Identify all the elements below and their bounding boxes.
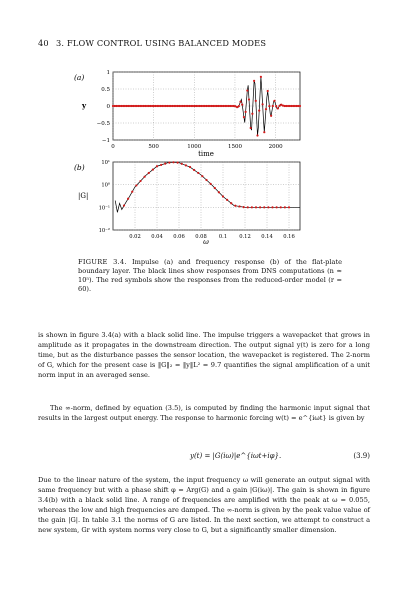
y-tick-label: 1 <box>106 70 110 76</box>
impulse-marker <box>267 90 269 92</box>
gain-marker <box>181 163 183 165</box>
panel-a <box>74 70 301 158</box>
x-tick-label: 0 <box>111 144 115 150</box>
impulse-marker <box>263 131 265 133</box>
panel-b-xlabel: ω <box>203 238 209 244</box>
impulse-marker <box>250 127 252 129</box>
gain-marker <box>185 164 187 166</box>
gain-marker <box>276 206 278 208</box>
impulse-marker <box>248 98 250 100</box>
body-paragraph-2 <box>38 404 370 424</box>
impulse-marker <box>241 104 243 106</box>
impulse-marker <box>256 134 258 136</box>
x-tick-label: 0.14 <box>261 234 273 240</box>
equation-number: (3.9) <box>353 452 370 460</box>
y-tick-label: 10⁻² <box>98 228 110 234</box>
gain-marker <box>189 166 191 168</box>
y-tick-label: 0 <box>106 104 110 110</box>
gain-marker <box>197 172 199 174</box>
gain-marker <box>251 206 253 208</box>
gain-marker <box>214 187 216 189</box>
gain-marker <box>222 195 224 197</box>
gain-marker <box>267 206 269 208</box>
gain-marker <box>168 162 170 164</box>
gain-marker <box>131 191 133 193</box>
y-tick-label: 10⁰ <box>101 182 110 189</box>
gain-marker <box>201 175 203 177</box>
figure-3-4 <box>60 60 360 244</box>
gain-line <box>115 162 300 212</box>
gain-marker <box>152 169 154 171</box>
paragraph-text: is shown in figure 3.4(a) with a black solid line. The impulse triggers a wavepacket that grows in amplitude as it propagates in the downstream direction. The output signal y(t) is zero for a long time, but as the disturbance passes the sensor location, the wavepacket is registered. The 2-norm of G, which for the present case is ‖G‖₂ = ‖y‖L² = 9.7 quantifies the signal amplification of a unit norm input in an averaged sense. <box>38 331 370 379</box>
gain-marker <box>284 206 286 208</box>
gain-marker <box>238 205 240 207</box>
impulse-marker <box>238 105 240 107</box>
running-title: 3. FLOW CONTROL USING BALANCED MODES <box>56 38 267 48</box>
panel-b-tag: (b) <box>74 163 85 172</box>
impulse-marker <box>270 115 272 117</box>
x-tick-label: 500 <box>148 144 159 150</box>
x-tick-label: 0.12 <box>239 234 251 240</box>
gain-marker <box>210 183 212 185</box>
impulse-marker <box>258 110 260 112</box>
figure-caption <box>78 258 342 294</box>
gain-marker <box>139 180 141 182</box>
impulse-marker <box>299 105 301 107</box>
x-tick-label: 0.06 <box>173 234 185 240</box>
panel-b-grid <box>113 162 300 230</box>
gain-marker <box>205 179 207 181</box>
gain-marker <box>123 204 125 206</box>
impulse-marker <box>268 105 270 107</box>
impulse-marker <box>251 113 253 115</box>
impulse-marker <box>262 103 264 105</box>
impulse-marker <box>275 105 277 107</box>
gain-marker <box>226 199 228 201</box>
equation-3-9 <box>38 452 370 466</box>
paragraph-text: Due to the linear nature of the system, the input frequency ω will generate an output signal with same frequency but with a phase shift φ = Arg(G) and a gain |G(iω)|. The gain is shown in figure 3.4(b) with a black solid line. A range of frequencies are amplified with the peak at ω = 0.055, whereas the low and high frequencies are damped. The ∞-norm is given by the peak value value of the gain |G|. In table 3.1 the norms of G are listed. In the next section, we attempt to construct a new system, Gr with system norms very close to G, but a significantly smaller dimension. <box>38 476 370 534</box>
y-tick-label: 0.5 <box>101 87 110 93</box>
gain-marker <box>243 206 245 208</box>
panel-a-ticks <box>97 70 283 150</box>
gain-marker <box>156 165 158 167</box>
x-tick-label: 0.1 <box>218 234 228 240</box>
gain-marker <box>160 164 162 166</box>
x-tick-label: 1000 <box>187 144 202 150</box>
equation-body: y(t) = |G(iω)|e^{iωt+iφ}. <box>190 452 282 460</box>
impulse-marker <box>277 107 279 109</box>
impulse-marker <box>245 111 247 113</box>
gain-marker <box>135 184 137 186</box>
gain-marker <box>280 206 282 208</box>
impulse-marker <box>273 100 275 102</box>
gain-marker <box>172 161 174 163</box>
impulse-marker <box>253 80 255 82</box>
impulse-marker <box>260 76 262 78</box>
gain-marker <box>263 206 265 208</box>
panel-a-tag: (a) <box>74 73 85 82</box>
impulse-marker <box>243 116 245 118</box>
impulse-marker <box>265 108 267 110</box>
impulse-marker <box>255 100 257 102</box>
panel-b <box>74 160 300 244</box>
x-tick-label: 2000 <box>268 144 283 150</box>
gain-marker <box>218 191 220 193</box>
caption-text: Impulse (a) and frequency response (b) of the flat-plate boundary layer. The black lines show responses from DNS computations (n ≈ 10⁵). The red symbols show the responses from the reduced-order model (r = 60). <box>78 258 342 293</box>
y-tick-label: 10⁻¹ <box>98 205 110 212</box>
body-paragraph-3 <box>38 476 370 535</box>
x-tick-label: 0.16 <box>283 234 295 240</box>
y-tick-label: −0.5 <box>96 121 110 127</box>
paragraph-text: The ∞-norm, defined by equation (3.5), is computed by finding the harmonic input signal that results in the largest output energy. The response to harmonic forcing w(t) = e^{iωt} is given by <box>38 404 370 422</box>
x-tick-label: 0.08 <box>195 234 207 240</box>
gain-marker <box>271 206 273 208</box>
gain-marker <box>127 198 129 200</box>
gain-marker <box>177 162 179 164</box>
gain-marker <box>144 176 146 178</box>
gain-marker <box>288 206 290 208</box>
caption-label: FIGURE 3.4. <box>78 258 127 266</box>
x-tick-label: 0.04 <box>151 234 163 240</box>
gain-marker <box>148 172 150 174</box>
x-tick-label: 1500 <box>227 144 242 150</box>
impulse-response-markers <box>112 76 301 137</box>
gain-marker <box>255 206 257 208</box>
panel-a-ylabel: y <box>82 101 87 110</box>
y-tick-label: −1 <box>101 138 110 144</box>
gain-marker <box>259 206 261 208</box>
impulse-marker <box>272 105 274 107</box>
y-tick-label: 10¹ <box>101 160 110 166</box>
page-number: 40 <box>38 38 49 48</box>
impulse-marker <box>246 89 248 91</box>
panel-a-xlabel: time <box>198 150 214 158</box>
gain-marker <box>230 202 232 204</box>
panel-b-frame <box>113 162 300 230</box>
gain-marker <box>164 162 166 164</box>
gain-marker <box>234 205 236 207</box>
x-tick-label: 0.02 <box>129 234 141 240</box>
gain-marker <box>193 169 195 171</box>
gain-marker <box>247 206 249 208</box>
impulse-marker <box>239 101 241 103</box>
panel-b-ylabel: |G| <box>78 192 89 200</box>
body-paragraph-1 <box>38 331 370 381</box>
